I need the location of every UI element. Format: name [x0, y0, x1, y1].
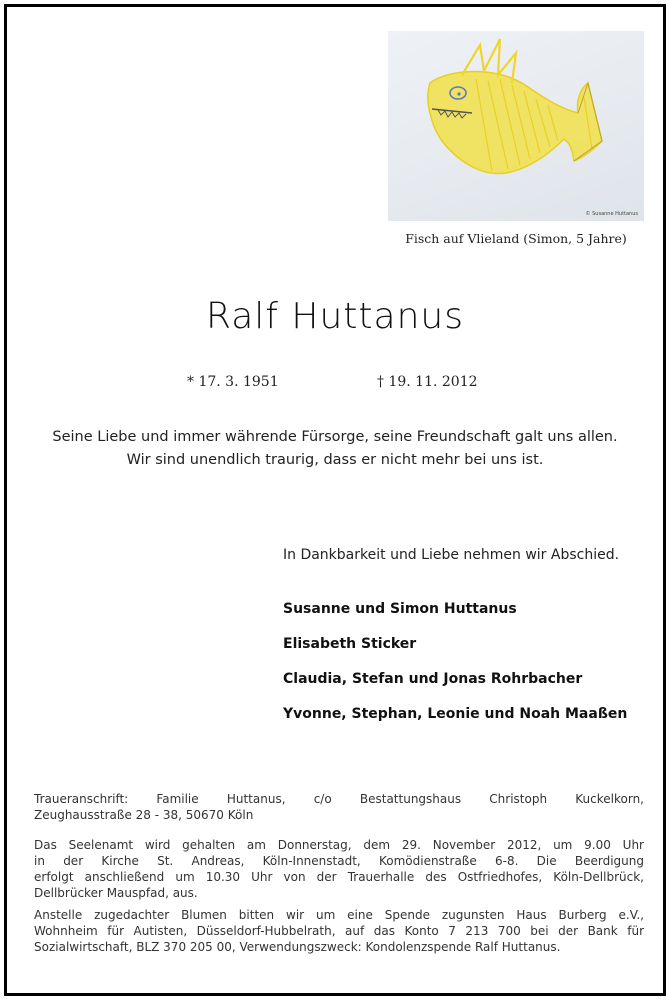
address-line: Traueranschrift: Familie Huttanus, c/o Bestattungshaus Christoph Kuckelkorn, — [34, 792, 644, 806]
verse-line: Seine Liebe und immer währende Fürsorge, seine Freundschaft galt uns allen. — [52, 429, 618, 445]
mourner-name: Claudia, Stefan und Jonas Rohrbacher — [283, 671, 583, 687]
mourners-list — [283, 600, 627, 740]
address-line: Zeughausstraße 28 - 38, 50670 Köln — [34, 808, 254, 822]
service-info — [34, 837, 644, 901]
donation-info — [34, 907, 644, 955]
deceased-name: Ralf Huttanus — [206, 296, 464, 337]
death-date: † 19. 11. 2012 — [377, 374, 478, 390]
birth-date: * 17. 3. 1951 — [187, 374, 279, 390]
service-line: erfolgt anschließend um 10.30 Uhr von der Trauerhalle des Ostfriedhofes, Köln-Dellbrück, — [34, 870, 644, 884]
service-line: Das Seelenamt wird gehalten am Donnerstag, dem 29. November 2012, um 9.00 Uhr — [34, 838, 644, 852]
service-line: in der Kirche St. Andreas, Köln-Innenstadt, Komödienstraße 6-8. Die Beerdigung — [34, 854, 644, 868]
verse-line: Wir sind unendlich traurig, dass er nicht mehr bei uns ist. — [126, 452, 544, 468]
funeral-notes — [34, 791, 644, 969]
mourner-name: Elisabeth Sticker — [283, 636, 417, 652]
mourner-name: Yvonne, Stephan, Leonie und Noah Maaßen — [283, 706, 628, 722]
image-copyright: © Susanne Huttanus — [585, 211, 638, 217]
image-caption: Fisch auf Vlieland (Simon, 5 Jahre) — [405, 231, 627, 246]
fish-drawing-image — [388, 31, 644, 221]
fish-drawing-icon — [388, 31, 644, 221]
memorial-verse — [7, 426, 663, 472]
farewell-line: In Dankbarkeit und Liebe nehmen wir Abschied. — [283, 547, 620, 563]
donation-line: Wohnheim für Autisten, Düsseldorf-Hubbelrath, auf das Konto 7 213 700 bei der Bank für — [34, 924, 644, 938]
mourning-address — [34, 791, 644, 823]
donation-line: Anstelle zugedachter Blumen bitten wir um eine Spende zugunsten Haus Burberg e.V., — [34, 908, 644, 922]
mourner-name: Susanne und Simon Huttanus — [283, 601, 517, 617]
obituary-notice — [4, 4, 666, 996]
service-line: Dellbrücker Mauspfad, aus. — [34, 886, 198, 900]
donation-line: Sozialwirtschaft, BLZ 370 205 00, Verwendungszweck: Kondolenzspende Ralf Huttanus. — [34, 940, 561, 954]
